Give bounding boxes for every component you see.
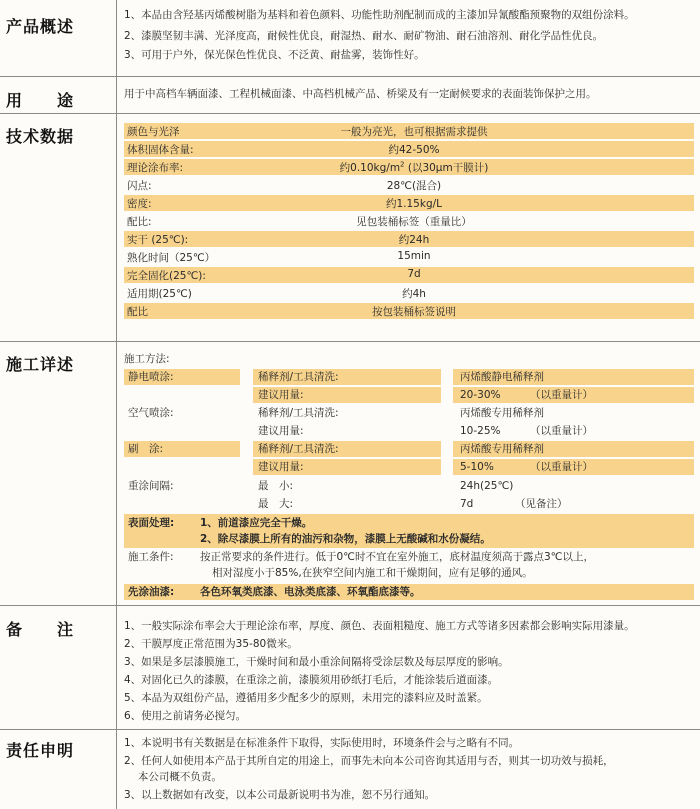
tech-row-value: 一般为亮光，也可根据需求提供: [340, 126, 488, 138]
surface-line: 2、除尽漆膜上所有的油污和杂物，漆膜上无酸碱和水份凝结。: [200, 533, 491, 545]
tech-row-label: 体积固体含量:: [127, 144, 194, 156]
disclaimer-line: 1、本说明书有关数据是在标准条件下取得，实际使用时，环境条件会与之略有不同。: [124, 737, 520, 749]
thinner-value: 丙烯酸静电稀释剂: [460, 371, 544, 383]
section-divider: [0, 76, 700, 77]
remark-line: 2、干膜厚度正常范围为35-80微米。: [124, 638, 298, 650]
tech-row-value: 28℃(混合): [386, 180, 442, 192]
remark-line: 4、对固化已久的漆膜，在重涂之前，漆膜须用砂纸打毛后，才能涂装后道面漆。: [124, 674, 499, 686]
amount-label: 建议用量:: [258, 461, 304, 473]
amount-value: 20-30%: [460, 389, 501, 401]
section-divider: [0, 605, 700, 606]
tech-row-value: 15min: [397, 250, 431, 262]
method-name: 静电喷涂:: [128, 371, 174, 383]
amount-value: 5-10%: [460, 461, 494, 473]
tech-row-label: 熟化时间（25℃）: [127, 252, 216, 264]
amount-value: 10-25%: [460, 425, 501, 437]
tech-row-value: 见包装桶标签（重量比）: [356, 216, 472, 228]
tech-row: [124, 285, 694, 301]
tech-row: [124, 177, 694, 193]
interval-max-label: 最 大:: [258, 498, 294, 510]
tech-row-value: [294, 160, 534, 175]
tech-row-value: 约1.15kg/L: [385, 198, 442, 210]
tech-row-label: 配比: [127, 306, 148, 318]
amount-unit: （以重量计）: [530, 425, 593, 437]
tech-row: [124, 213, 694, 229]
tech-row-value: 按包装桶标签说明: [372, 306, 456, 318]
column-divider: [116, 0, 117, 809]
overview-line: 3、可用于户外，保光保色性优良、不泛黄、耐盐雾，装饰性好。: [124, 49, 425, 61]
thinner-label: 稀释剂/工具清洗:: [258, 407, 339, 419]
tech-row: [124, 141, 694, 157]
tech-row: [124, 303, 694, 319]
conditions-line: 按正常要求的条件进行。低于0℃时不宜在室外施工，底材温度须高于露点3℃以上，: [200, 551, 594, 563]
disclaimer-line: 2、任何人如使用本产品于其所自定的用途上，而事先未向本公司咨询其适用与否，则其一切功效与损耗，: [124, 755, 614, 767]
coverage-note: (以30μm干膜计): [404, 162, 489, 174]
tech-row-label: 理论涂布率:: [127, 162, 184, 174]
tech-row-label: 闪点:: [127, 180, 152, 192]
section-title-usage: 用 途: [6, 91, 75, 110]
tech-row-value: 7d: [407, 268, 421, 280]
method-name: 空气喷涂:: [128, 407, 174, 419]
interval-max-note: （见备注）: [515, 498, 568, 510]
overview-line: 1、本品由含羟基丙烯酸树脂为基料和着色颜料、功能性助剂配制而成的主漆加异氰酸酯预聚物的双组份涂料。: [124, 9, 635, 21]
thinner-label: 稀释剂/工具清洗:: [258, 371, 339, 383]
thinner-value: 丙烯酸专用稀释剂: [460, 443, 544, 455]
coverage-superscript: 2: [400, 160, 405, 169]
amount-label: 建议用量:: [258, 425, 304, 437]
method-header: 施工方法:: [124, 353, 170, 365]
remark-line: 3、如果是多层漆膜施工，干燥时间和最小重涂间隔将受涂层数及每层厚度的影响。: [124, 656, 509, 668]
remark-line: 5、本品为双组份产品，遵循用多少配多少的原则，未用完的漆料应及时盖紧。: [124, 692, 488, 704]
section-title-tech: 技术数据: [6, 127, 75, 146]
tech-row-value: 约4h: [402, 288, 426, 300]
interval-max-value: 7d: [460, 498, 474, 510]
tech-row-label: 适用期(25℃): [127, 288, 192, 300]
thinner-value: 丙烯酸专用稀释剂: [460, 407, 544, 419]
overview-line: 2、漆膜坚韧丰满、光泽度高，耐候性优良，耐湿热、耐水、耐矿物油、耐石油溶剂、耐化学品性优良。: [124, 30, 604, 42]
remark-line: 6、使用之前请务必搅匀。: [124, 710, 247, 722]
remark-line: 1、一般实际涂布率会大于理论涂布率，厚度、颜色、表面粗糙度、施工方式等诸多因素都会影响实际用漆量。: [124, 620, 635, 632]
method-name: 刷 涂:: [128, 443, 164, 455]
tech-row: [124, 123, 694, 139]
interval-min-value: 24h(25℃): [460, 480, 514, 492]
amount-unit: （以重量计）: [530, 389, 593, 401]
tech-row: [124, 249, 694, 265]
disclaimer-line: 3、以上数据如有改变，以本公司最新说明书为准，恕不另行通知。: [124, 789, 436, 801]
section-divider: [0, 113, 700, 114]
conditions-label: 施工条件:: [128, 551, 174, 563]
interval-min-label: 最 小:: [258, 480, 294, 492]
amount-label: 建议用量:: [258, 389, 304, 401]
tech-row-label: 密度:: [127, 198, 152, 210]
primer-label: 先涂油漆:: [128, 586, 175, 598]
tech-row: [124, 195, 694, 211]
tech-row-value: 约42-50%: [388, 144, 440, 156]
conditions-line: 相对湿度小于85%,在狭窄空间内施工和干燥期间，应有足够的通风。: [212, 567, 533, 579]
disclaimer-line: 本公司概不负责。: [124, 771, 222, 783]
tech-row-label: 实干 (25℃):: [127, 234, 189, 246]
surface-label: 表面处理:: [128, 517, 175, 529]
interval-label: 重涂间隔:: [128, 480, 174, 492]
tech-row-value: 约24h: [398, 234, 430, 246]
coverage-value: 约0.10kg/m: [339, 162, 401, 174]
section-title-application: 施工详述: [6, 355, 75, 374]
section-title-remarks: 备 注: [6, 620, 75, 639]
usage-text: 用于中高档车辆面漆、工程机械面漆、中高档机械产品、桥梁及有一定耐候要求的表面装饰保护之用。: [124, 88, 597, 100]
tech-row: [124, 267, 694, 283]
tech-row-label: 配比:: [127, 216, 152, 228]
thinner-label: 稀释剂/工具清洗:: [258, 443, 339, 455]
section-title-overview: 产品概述: [6, 17, 75, 36]
amount-unit: （以重量计）: [530, 461, 593, 473]
tech-row: [124, 231, 694, 247]
tech-row-label: 颜色与光泽: [127, 126, 180, 138]
primer-text: 各色环氧类底漆、电泳类底漆、环氧酯底漆等。: [200, 586, 421, 598]
section-title-disclaimer: 责任申明: [6, 741, 75, 760]
surface-line: 1、前道漆应完全干燥。: [200, 517, 313, 529]
section-divider: [0, 729, 700, 730]
tech-row-label: 完全固化(25℃):: [127, 270, 206, 282]
section-divider: [0, 341, 700, 342]
tech-row: [124, 159, 694, 175]
